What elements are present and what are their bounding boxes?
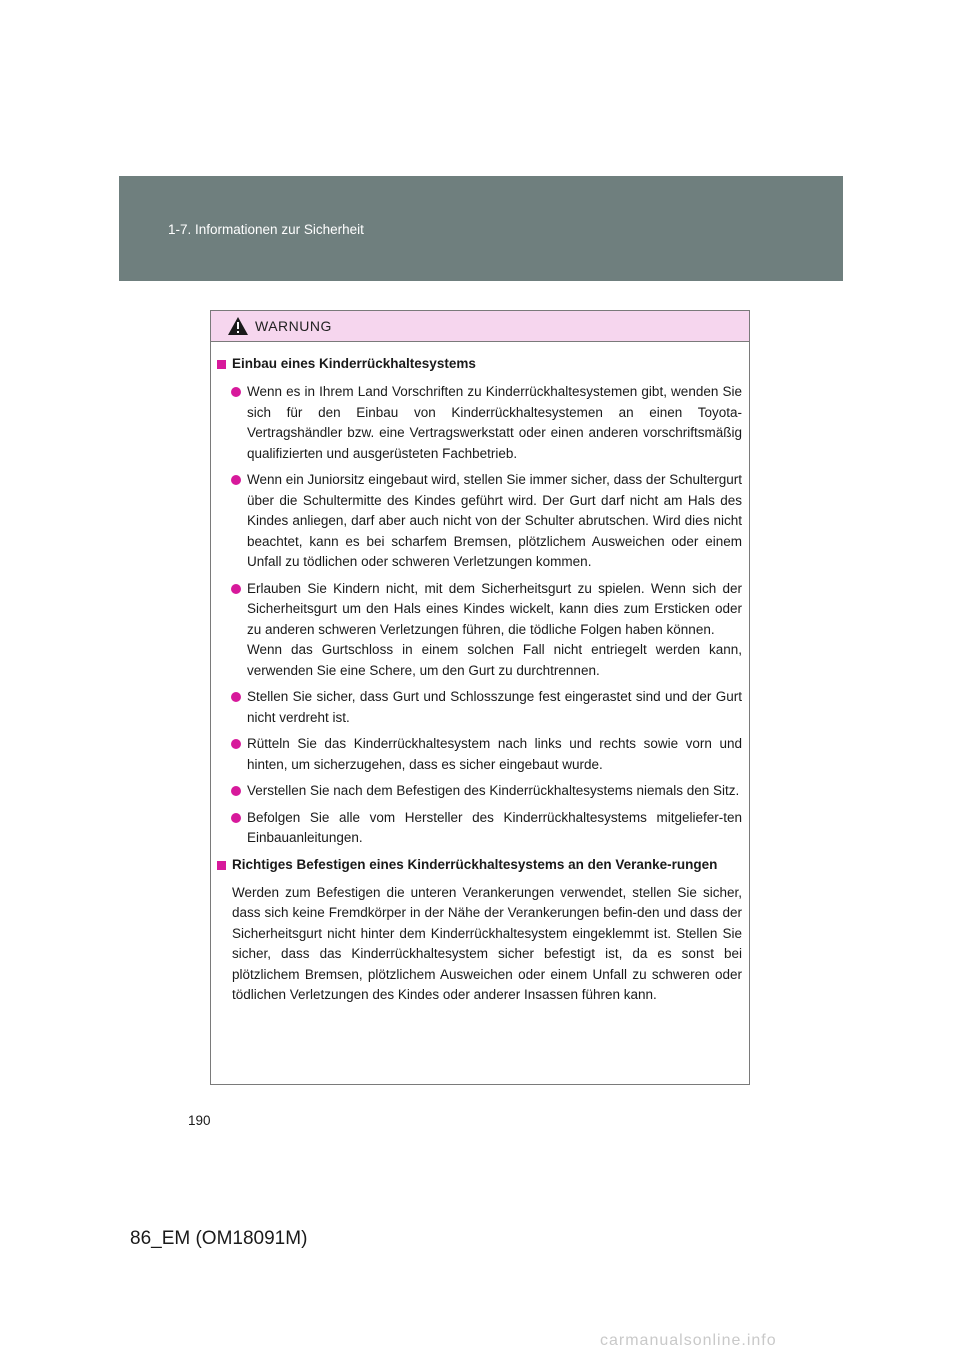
warning-body [211,342,749,1006]
watermark: carmanualsonline.info [600,1332,777,1349]
document-code: 86_EM (OM18091M) [130,1228,308,1249]
square-bullet-icon [217,360,226,369]
bullet-paragraph: Erlauben Sie Kindern nicht, mit dem Sicherheitsgurt zu spielen. Wenn sich der Sicherheitsgurt um den Hals eines Kindes wickelt, kann dies zum Ersticken oder zu anderen schweren Verletzungen führen, die tödliche Folgen haben können. [247,580,742,637]
list-item: Wenn es in Ihrem Land Vorschriften zu Kinderrückhaltesystemen gibt, wenden Sie sich für den Einbau von Kinderrückhaltesystemen an einen Toyota-Vertragshändler bzw. eine Vertragswerkstatt oder einen anderen vorschriftsmäßig qualifizierten und ausgerüsteten Fachbetrieb. [217,382,742,464]
circle-bullet-icon [231,584,241,594]
list-item: Stellen Sie sicher, dass Gurt und Schlosszunge fest eingerastet sind und der Gurt nicht verdreht ist. [217,687,742,728]
block-heading-installation: Einbau eines Kinderrückhaltesystems [217,354,742,374]
block-heading-anchorage: Richtiges Befestigen eines Kinderrückhaltesystems an den Veranke-rungen [217,855,742,875]
section-title: 1-7. Informationen zur Sicherheit [168,222,364,237]
warning-box [210,310,750,1085]
circle-bullet-icon [231,475,241,485]
anchorage-paragraph: Werden zum Befestigen die unteren Verankerungen verwendet, stellen Sie sicher, dass sich keine Fremdkörper in der Nähe der Verankerungen befin-den und dass der Sicherheitsgurt nicht hinter dem Kinderrückhaltesystem eingeklemmt ist. Stellen Sie sicher, dass das Kinderrückhaltesystem sicher befestigt ist, da es sonst bei plötzlichem Bremsen, plötzlichem Ausweichen oder einem Unfall zu schweren oder tödlichen Verletzungen des Kindes oder anderer Insassen führen kann. [232,884,742,1002]
section-header-band [119,176,843,281]
list-item: Befolgen Sie alle vom Hersteller des Kinderrückhaltesystems mitgeliefer-ten Einbauanleitungen. [217,808,742,849]
list-item [217,579,742,682]
circle-bullet-icon [231,786,241,796]
list-item: Verstellen Sie nach dem Befestigen des Kinderrückhaltesystems niemals den Sitz. [217,781,742,802]
list-item: Rütteln Sie das Kinderrückhaltesystem nach links und rechts sowie vorn und hinten, um sicherzugehen, dass es sicher eingebaut wurde. [217,734,742,775]
bullet-paragraph: Wenn das Gurtschloss in einem solchen Fall nicht entriegelt werden kann, verwenden Sie eine Schere, um den Gurt zu durchtrennen. [247,642,742,678]
circle-bullet-icon [231,739,241,749]
page-number: 190 [188,1113,211,1128]
circle-bullet-icon [231,387,241,397]
warning-triangle-icon [227,316,249,336]
circle-bullet-icon [231,692,241,702]
list-item: Wenn ein Juniorsitz eingebaut wird, stellen Sie immer sicher, dass der Schultergurt über die Schultermitte des Kindes geführt wird. Der Gurt darf nicht am Hals des Kindes anliegen, darf aber auch nicht von der Schulter abrutschen. Wird dies nicht beachtet, kann es bei scharfem Bremsen, plötzlichem Ausweichen oder einem Unfall zu tödlichen oder schweren Verletzungen kommen. [217,470,742,573]
square-bullet-icon [217,861,226,870]
circle-bullet-icon [231,813,241,823]
warning-header [211,311,749,342]
warning-label: WARNUNG [255,318,332,334]
